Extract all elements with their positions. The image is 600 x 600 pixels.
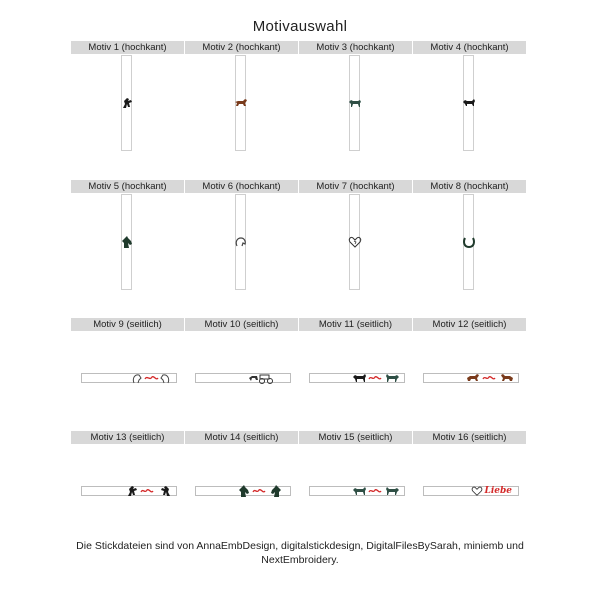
motif-label: Motiv 3 (hochkant) [299, 41, 412, 54]
heart-horse-icon [471, 485, 483, 497]
horse-carriage-icon [248, 371, 278, 385]
embroidery-strip-portrait [349, 55, 360, 151]
motif-card-10[interactable] [185, 318, 298, 331]
embroidery-strip-landscape [423, 373, 519, 383]
motif-label: Motiv 5 (hochkant) [71, 180, 184, 193]
footer-credits: Die Stickdateien sind von AnnaEmbDesign, digitalstickdesign, DigitalFilesBySarah, miniemb und NextEmbroidery. [76, 540, 524, 566]
embroidery-strip-portrait [349, 194, 360, 290]
motif-label: Motiv 14 (seitlich) [185, 431, 298, 444]
motif-label: Motiv 11 (seitlich) [299, 318, 412, 331]
motif-card-9[interactable] [71, 318, 184, 331]
motif-label: Motiv 7 (hochkant) [299, 180, 412, 193]
motif-label: Motiv 2 (hochkant) [185, 41, 298, 54]
horse-rearing-icon [120, 96, 134, 110]
embroidery-strip-portrait [121, 55, 132, 151]
motif-label: Motiv 6 (hochkant) [185, 180, 298, 193]
horse-standing-icon [348, 96, 362, 110]
motif-label: Motiv 16 (seitlich) [413, 431, 526, 444]
motif-card-2[interactable] [185, 41, 298, 54]
motif-card-13[interactable] [71, 431, 184, 444]
motif-card-1[interactable] [71, 41, 184, 54]
motif-label: Motiv 4 (hochkant) [413, 41, 526, 54]
embroidery-strip-landscape [423, 486, 519, 496]
two-horses-standing-heart-icon [352, 484, 400, 498]
horse-running-icon [234, 96, 248, 110]
motif-card-7[interactable] [299, 180, 412, 193]
motif-label: Motiv 9 (seitlich) [71, 318, 184, 331]
motif-card-6[interactable] [185, 180, 298, 193]
heart-horse-icon [348, 235, 362, 249]
motif-label: Motiv 10 (seitlich) [185, 318, 298, 331]
motif-card-3[interactable] [299, 41, 412, 54]
horse-head-outline-icon [234, 235, 248, 249]
motif-card-11[interactable] [299, 318, 412, 331]
motif-card-5[interactable] [71, 180, 184, 193]
horse-heads-heart-icon [130, 371, 172, 385]
embroidery-strip-portrait [463, 55, 474, 151]
motif-card-16[interactable] [413, 431, 526, 496]
motif-label: Motiv 8 (hochkant) [413, 180, 526, 193]
two-horses-galloping-heart-icon [466, 371, 514, 385]
motif-text: Liebe [484, 486, 512, 496]
heart-text-motif [471, 484, 513, 498]
rearing-horses-heart-icon [126, 484, 172, 498]
motif-label: Motiv 12 (seitlich) [413, 318, 526, 331]
embroidery-strip-landscape [81, 373, 177, 383]
horse-head-icon [120, 235, 134, 249]
horse-walking-icon [462, 96, 476, 110]
motif-card-4[interactable] [413, 41, 526, 54]
page-title: Motivauswahl [252, 18, 348, 35]
motif-label: Motiv 15 (seitlich) [299, 431, 412, 444]
embroidery-strip-portrait [121, 194, 132, 290]
motif-card-12[interactable] [413, 318, 526, 331]
motif-card-14[interactable] [185, 431, 298, 444]
motif-label: Motiv 13 (seitlich) [71, 431, 184, 444]
embroidery-strip-portrait [235, 194, 246, 290]
motif-card-8[interactable] [413, 180, 526, 193]
embroidery-strip-portrait [235, 55, 246, 151]
horseshoe-icon [462, 235, 476, 249]
embroidery-strip-landscape [195, 486, 291, 496]
motif-label: Motiv 1 (hochkant) [71, 41, 184, 54]
horse-heads-facing-heart-icon [238, 484, 282, 498]
motif-card-15[interactable] [299, 431, 412, 444]
two-horses-heart-icon [352, 371, 400, 385]
embroidery-strip-landscape [195, 373, 291, 383]
embroidery-strip-landscape [309, 373, 405, 383]
embroidery-strip-landscape [309, 486, 405, 496]
embroidery-strip-portrait [463, 194, 474, 290]
embroidery-strip-landscape [81, 486, 177, 496]
